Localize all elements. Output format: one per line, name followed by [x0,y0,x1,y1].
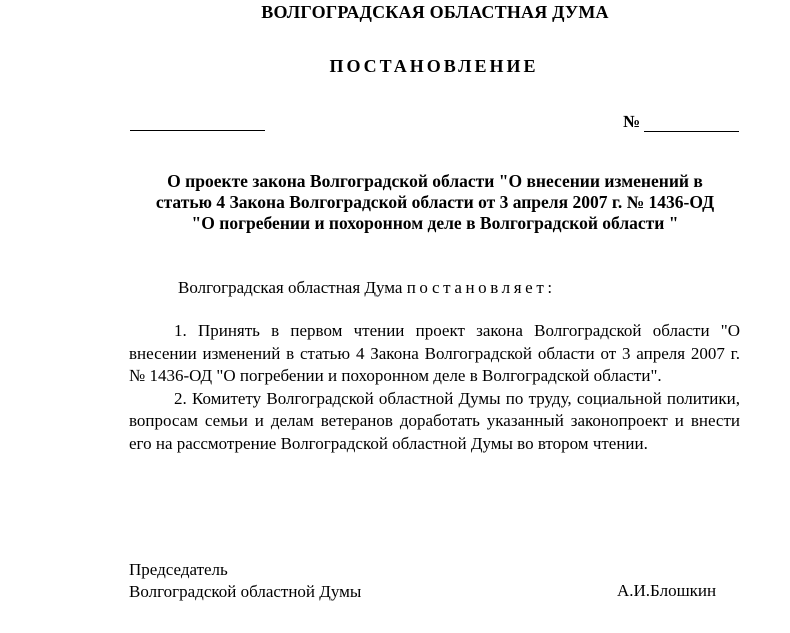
number-sign: № [623,112,641,131]
decree-item-2: 2. Комитету Волгоградской областной Думы по труду, социальной политики, вопросам семьи и делам ветеранов доработать указанный законопроект и внести его на рассмотрение Волгоградской областной Думы во втором чтении. [129,388,740,453]
number-blank-line [644,115,739,132]
signatory-position [129,559,361,603]
document-title [120,171,750,234]
decree-prefix: Волгоградская областная Дума [178,278,407,297]
date-blank-line [130,117,265,131]
decree-verb: постановляет [406,278,548,297]
signatory-name: А.И.Блошкин [617,581,717,600]
signatory-position-line-1: Председатель [129,560,228,579]
signatory-position-line-2: Волгоградской областной Думы [129,582,362,601]
document-number [623,112,739,132]
organization-name: ВОЛГОГРАДСКАЯ ОБЛАСТНАЯ ДУМА [261,2,609,22]
document-type: ПОСТАНОВЛЕНИЕ [329,56,539,76]
title-line-2: статью 4 Закона Волгоградской области от 3 апреля 2007 г. № 1436-ОД [155,192,715,212]
title-line-3: "О погребении и похоронном деле в Волгоградской области " [191,213,679,233]
decree-suffix: : [547,278,553,297]
decree-statement [178,278,552,298]
decree-item-1: 1. Принять в первом чтении проект закона Волгоградской области "О внесении изменений в статью 4 Закона Волгоградской области от 3 апреля 2007 г. № 1436-ОД "О погребении и похоронном деле в Волгоградской области". [129,321,740,385]
decree-body [129,320,740,455]
title-line-1: О проекте закона Волгоградской области "О внесении изменений в [167,171,703,191]
